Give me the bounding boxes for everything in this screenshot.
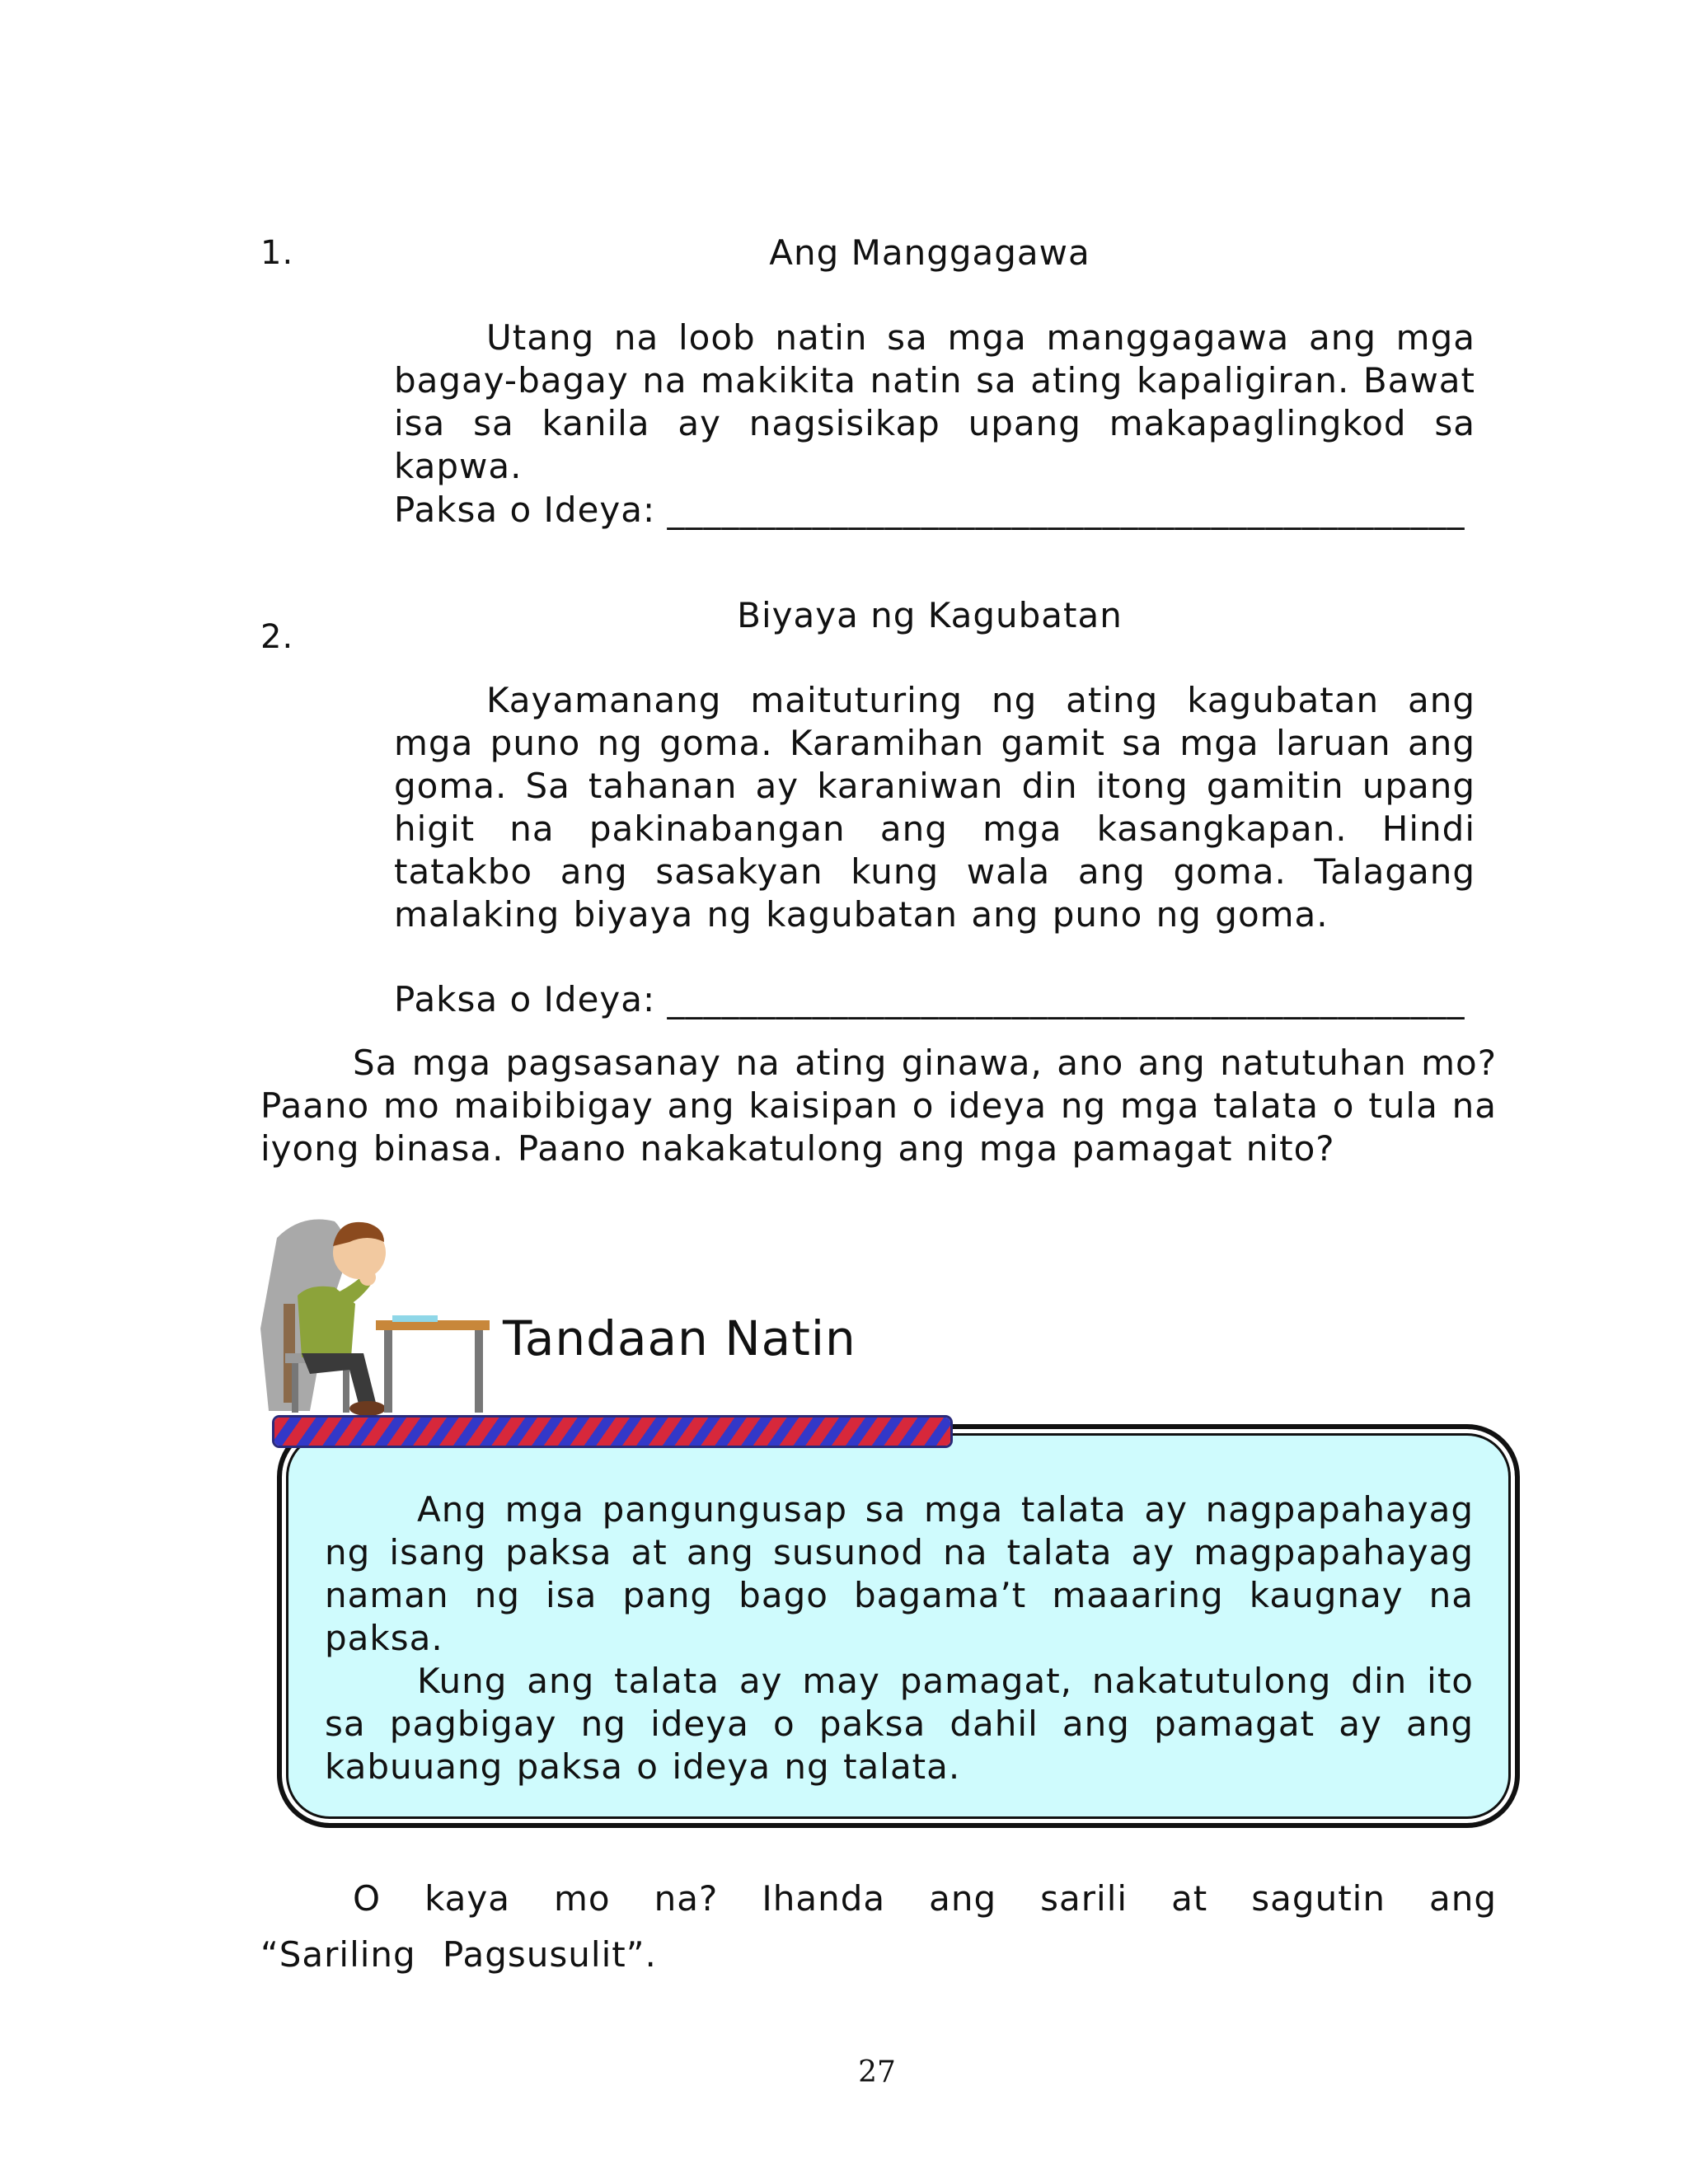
item-number-2: 2. xyxy=(260,618,294,656)
page-number: 27 xyxy=(858,2055,896,2089)
remember-paragraph-2: Kung ang talata ay may pamagat, nakatutulong din ito sa pagbigay ng ideya o paksa dahil ang pamagat ay ang kabuuang paksa o ideya ng talata. xyxy=(325,1661,1474,1787)
reflection-paragraph: Sa mga pagsasanay na ating ginawa, ano ang natutuhan mo? Paano mo maibibigay ang kaisipan o ideya ng mga talata o tula na iyong binasa. Paano nakakatulong ang mga pamagat nito? xyxy=(260,1043,1497,1169)
section-1-paragraph: Utang na loob natin sa mga manggagawa ang mga bagay-bagay na makikita natin sa ating kapaligiran. Bawat isa sa kanila ay nagsisikap upang makapaglingkod sa kapwa. xyxy=(394,317,1475,486)
section-2-paragraph: Kayamanang maituturing ng ating kagubatan ang mga puno ng goma. Karamihan gamit sa mga laruan ang goma. Sa tahanan ay karaniwan din itong gamitin upang higit na pakinabangan ang mga kasangkapan. Hindi tatakbo ang sasakyan kung wala ang goma. Talagang malaking biyaya ng kagubatan ang puno ng goma. xyxy=(394,680,1475,935)
section-1-title: Ang Manggagawa xyxy=(769,232,1090,273)
student-at-desk-illustration xyxy=(252,1205,491,1444)
item-number-1: 1. xyxy=(260,234,294,272)
remember-paragraph-1: Ang mga pangungusap sa mga talata ay nagpapahayag ng isang paksa at ang susunod na talata ay magpapahayag naman ng isa pang bago bagama’t maaaring kaugnay na paksa. xyxy=(325,1489,1474,1658)
closing-paragraph: O kaya mo na? Ihanda ang sarili at sagutin ang “Sariling Pagsusulit”. xyxy=(260,1878,1497,1975)
section-1-answer-line: Paksa o Ideya: ____________________________________________ xyxy=(394,490,1465,530)
striped-bar xyxy=(274,1418,950,1446)
section-2-answer-line: Paksa o Ideya: ____________________________________________ xyxy=(394,979,1465,1019)
section-2-title: Biyaya ng Kagubatan xyxy=(737,595,1123,635)
tandaan-natin-heading: Tandaan Natin xyxy=(503,1310,856,1366)
